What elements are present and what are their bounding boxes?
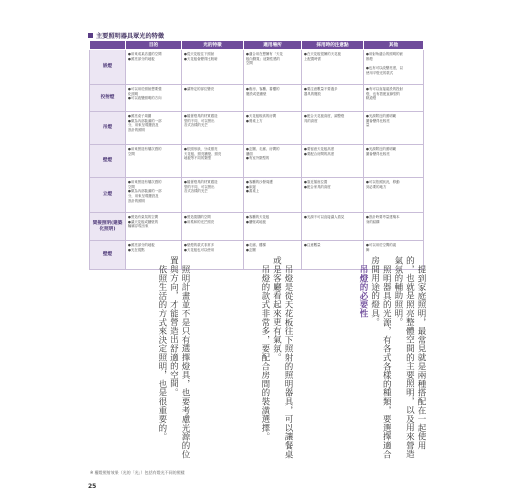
cell-line: ●照亮桌子周圍 [128, 114, 152, 118]
table-header-row [90, 41, 424, 50]
header-caution: 採用時的注意點 [302, 41, 364, 50]
middle-paragraph: 吊燈的款式非常多，要配合房間的裝潢選擇。 [259, 264, 270, 441]
cell-line: ●適合用在想擁有「天花 [246, 52, 283, 56]
row-header: 嵌燈 [90, 50, 126, 85]
cell-line: 燈，也有搭配直線型的 [366, 91, 400, 96]
table-row [90, 178, 424, 213]
table-cell [302, 112, 364, 145]
cell-line: ●隨著燈具的材質跟造 [184, 114, 218, 118]
cell-line: ●要注意數量不要過多 [304, 87, 338, 91]
left-paragraph: 依照生活的方式來決定照明，也是很重要的。 [156, 264, 167, 441]
cell-line: ●注意數量 [304, 243, 321, 247]
table-row [90, 50, 424, 85]
cell-line: ●從天花板往下照射 [184, 52, 215, 56]
cell-line: ●牆壁或地板 [246, 219, 266, 224]
right-paragraph: 照明器具的光源，有各式各樣的種類，要選擇適合房間用途的燈具。 [369, 256, 392, 459]
body-text-middle [193, 256, 293, 464]
cell-line: ●讓特定的部位變亮 [184, 87, 215, 91]
cell-line: ●客廳的天花板 [246, 215, 270, 219]
cell-line: 牆面 [246, 151, 253, 156]
header-suitable-place: 適用場所 [244, 41, 302, 50]
cell-line: 各式各樣的光芒 [184, 189, 208, 194]
table-row [90, 112, 424, 145]
cell-line: ●玄關、走廊、房間的 [246, 147, 280, 151]
cell-line: 擺設或是牆壁 [246, 91, 267, 96]
cell-line: ●要配合房間的高度 [304, 151, 335, 156]
cell-line: ●照亮部分的地板 [128, 56, 155, 61]
cell-line: ●做為內部裝潢的一部 [128, 118, 162, 123]
cell-line: ●配合家具的高度 [304, 184, 331, 189]
cell-line: ●光源附近的照明範 [366, 147, 397, 151]
table-row [90, 85, 424, 112]
cell-line: ●隨著燈具的材質跟造 [184, 180, 218, 184]
table-cell [364, 213, 424, 241]
table-cell [126, 112, 182, 145]
cell-line: 身的結構 [366, 219, 380, 224]
row-header: 投射燈 [90, 85, 126, 112]
cell-line: ●可以用於空間的裝 [366, 243, 397, 247]
cell-line: 都燈 [366, 56, 373, 61]
cell-line: ●廚房、客廳、書櫃的 [246, 87, 280, 91]
table-cell [364, 145, 424, 178]
table-cell [182, 178, 244, 213]
cell-line: 上配置時需 [304, 56, 321, 61]
cell-line: 輪廓浮現出來 [128, 224, 149, 229]
cell-line: ●也有可以改變亮度，以 [366, 66, 403, 71]
lighting-table [89, 40, 424, 270]
cell-line: ●設計時要考量建築本 [366, 215, 400, 219]
cell-line: ●靠近插座位置 [304, 180, 328, 184]
table-cell [302, 145, 364, 178]
table-cell [182, 145, 244, 178]
cell-line: 量 [366, 123, 370, 128]
body-text-left [92, 256, 190, 464]
table-cell [126, 213, 182, 241]
left-paragraph: 照明計畫並不是只有選擇燈具，也要考慮光源的位置與方向，才能營造出舒適的空間。 [168, 256, 190, 459]
table-cell [302, 50, 364, 85]
cell-line: ●光在視點 [128, 247, 145, 252]
cell-line: 軌道燈 [366, 96, 377, 101]
cell-line: 空間 [128, 151, 135, 156]
table-cell [182, 213, 244, 241]
cell-line: 具的高度 [304, 118, 318, 123]
cell-line: ●營造有氣氛的空間 [128, 215, 159, 219]
cell-line: 型的不同，可以營出 [184, 184, 215, 189]
page-number: 25 [88, 483, 97, 490]
cell-line: ●天花板較高的房間 [246, 114, 277, 118]
cell-line: 空間 [246, 61, 253, 66]
header-corner [90, 41, 126, 50]
footnote: ※ 權燈照射效果（光的「光」）包括有燈光不同的照樣 [90, 470, 185, 475]
cell-line: 到必要的地方 [366, 184, 387, 189]
table-cell [126, 85, 182, 112]
cell-line: 設計的照明 [128, 128, 145, 133]
cell-line: ●用柔和的光芒照亮 [184, 219, 215, 224]
cell-line: ●在天花板很擁的天花板 [304, 52, 341, 56]
cell-line: ●壁燈的款式非常多 [184, 243, 215, 247]
middle-paragraph: 吊燈是從天花板往下照射的照明器具，可以讓餐桌或是客廳看起來更有氣氛。 [271, 256, 293, 459]
row-header: 壁燈 [90, 145, 126, 178]
cell-line: ●客廳的沙發周遭 [246, 180, 273, 184]
row-header: 壁燈 [90, 241, 126, 270]
table-row [90, 145, 424, 178]
row-header: 吊燈 [90, 112, 126, 145]
cell-line: 分，用來呈現擺設及 [128, 123, 159, 128]
cell-line: ●有可以直接裝設的投射 [366, 87, 403, 91]
table-row [90, 213, 424, 241]
cell-line: ●營造寬闊的空間 [184, 215, 211, 219]
cell-line: 天花板、照亮牆壁、照亮 [184, 151, 222, 156]
cell-line: 空間 [128, 184, 135, 189]
cell-line: ●光源附近的照明範 [366, 114, 397, 118]
header-other: 其他 [364, 41, 424, 50]
table-cell [364, 112, 424, 145]
cell-line: ●做為內部裝潢的一部 [128, 189, 162, 194]
cell-line: ●光源不可以直接讓人看見 [304, 215, 345, 219]
cell-line: ●用射角適合的照明的嵌 [366, 52, 403, 56]
cell-line: ●可以改變照明的方向 [128, 96, 162, 101]
cell-line: ●餐桌上方 [246, 118, 263, 123]
cell-line: ●要留意天花板高度 [304, 147, 335, 151]
cell-line: 地板等不同的類型 [184, 156, 212, 161]
cell-line: 圍會變得比較亮 [366, 151, 390, 156]
header-light-feature: 光的特徵 [182, 41, 244, 50]
header-purpose: 目的 [126, 41, 182, 50]
table-cell [364, 85, 424, 112]
table-cell [302, 178, 364, 213]
cell-line: ●可以用於照射想要強 [128, 87, 162, 91]
cell-line: 設計的照明 [128, 198, 145, 203]
table-cell [126, 178, 182, 213]
table-cell [182, 85, 244, 112]
heading-text: 主要照明器具眾光的特徵 [96, 32, 165, 40]
right-paragraph: 提到家庭照明，最常見就是兩種搭配在一起使用的，也就是照亮整體空間的主要照明，以及用來營造氣氛的輔助照明。 [392, 256, 426, 459]
table-cell [244, 213, 302, 241]
cell-line: ●床邊 [246, 184, 256, 189]
cell-line: ●用來營造有層次感的 [128, 147, 162, 151]
table-cell [244, 178, 302, 213]
cell-line: 分，用來呈現擺設及 [128, 194, 159, 199]
subheading: 吊燈的必要性 [358, 264, 369, 318]
table-cell [244, 145, 302, 178]
table-cell [364, 178, 424, 213]
cell-line: ●書桌上 [246, 189, 260, 194]
table-cell [126, 145, 182, 178]
cell-line: ●有室外類型的 [246, 156, 270, 161]
cell-line: ●用來成某店通的空間 [128, 52, 162, 56]
table-cell [244, 85, 302, 112]
cell-line: ●天花板會變得比較暗 [184, 56, 218, 61]
cell-line: 各式各樣的光芒 [184, 123, 208, 128]
heading-bullet-icon [88, 33, 93, 38]
table-cell [244, 50, 302, 85]
cell-line: ●可以依照狀況，移動 [366, 180, 400, 184]
table-cell [182, 112, 244, 145]
cell-line: ●依照形狀、分成照亮 [184, 147, 218, 151]
cell-line: 型的不同，可以營出 [184, 118, 215, 123]
cell-line: ●讓天花板或牆壁的 [128, 219, 159, 224]
body-text-right [296, 256, 426, 464]
cell-line: ●天花板也可以使用 [184, 247, 215, 252]
table-cell [182, 50, 244, 85]
cell-line: 飾 [366, 247, 370, 252]
cell-line: 圍會變得比較亮 [366, 118, 390, 123]
row-header: 立燈 [90, 178, 126, 213]
table-cell [302, 213, 364, 241]
cell-line: ●配合天花板高度，調整燈 [304, 114, 345, 118]
section-heading [88, 30, 164, 40]
row-header: 間接照明(建築化照明) [90, 213, 126, 241]
table-cell [364, 50, 424, 85]
cell-line: 板內側寬」這類性感的 [246, 56, 280, 61]
table-cell [126, 50, 182, 85]
cell-line: ●玄關 [246, 247, 256, 252]
cell-line: ●走廊、樓梯 [246, 243, 266, 247]
cell-line: 器具的擺放 [304, 91, 321, 96]
table-cell [302, 85, 364, 112]
cell-line: 使用平燈光的款式 [366, 70, 394, 75]
cell-line: ●用來營造有層次感的 [128, 180, 162, 184]
cell-line: ●照亮部分的地板 [128, 243, 155, 247]
table-cell [244, 112, 302, 145]
cell-line: 化照明 [128, 91, 139, 96]
